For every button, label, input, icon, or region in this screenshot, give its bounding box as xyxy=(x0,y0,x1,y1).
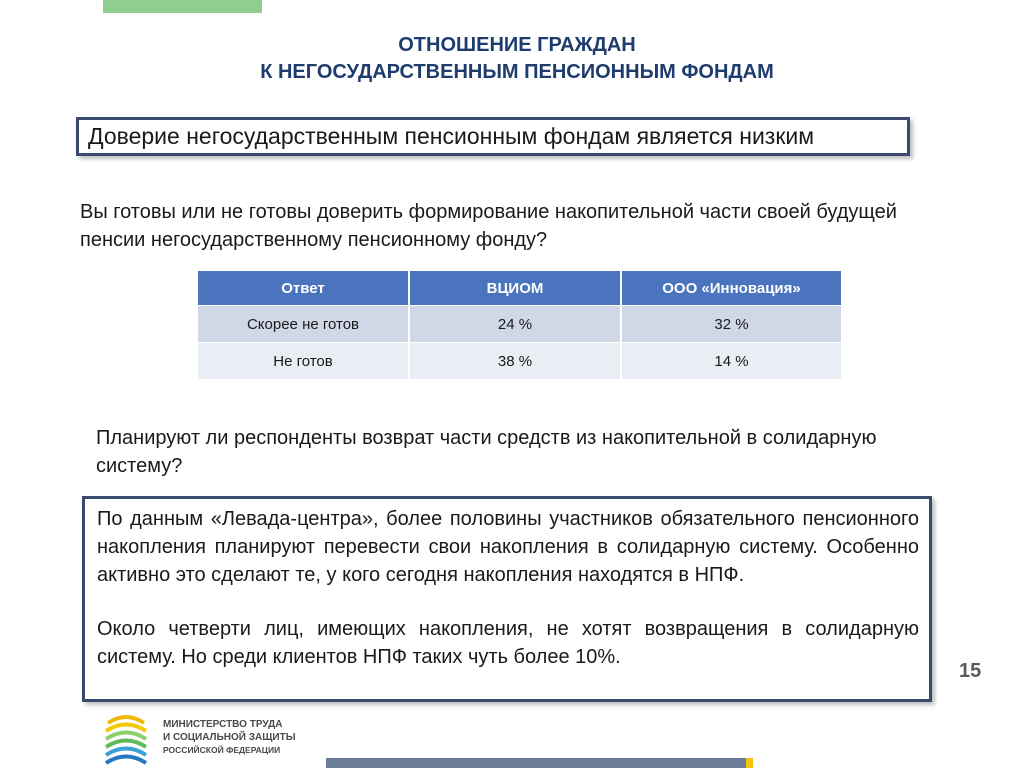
survey-question-1: Вы готовы или не готовы доверить формирование накопительной части своей будущей пенсии негосударственному пенсионному фонду? xyxy=(80,201,897,251)
bottom-accent xyxy=(746,758,753,768)
table-row xyxy=(198,343,841,380)
cell-answer: Скорее не готов xyxy=(198,306,409,343)
header-innovation: ООО «Инновация» xyxy=(621,271,841,306)
table-row xyxy=(198,306,841,343)
ministry-name xyxy=(163,718,296,757)
levada-findings-box xyxy=(82,496,932,702)
slide-title-line2: К НЕГОСУДАРСТВЕННЫМ ПЕНСИОННЫМ ФОНДАМ xyxy=(260,61,774,83)
cell-vciom: 38 % xyxy=(409,343,621,380)
top-accent-bar xyxy=(103,0,262,13)
ministry-sunrise-logo-icon xyxy=(104,713,148,765)
cell-vciom: 24 % xyxy=(409,306,621,343)
page-number: 15 xyxy=(959,660,982,682)
findings-paragraph-2: Около четверти лиц, имеющих накопления, не хотят возвращения в солидарную систему. Но среди клиентов НПФ таких чуть более 10%. xyxy=(97,618,919,668)
survey-results-table xyxy=(198,271,841,379)
ministry-line-3: РОССИЙСКОЙ ФЕДЕРАЦИИ xyxy=(163,745,281,755)
header-answer: Ответ xyxy=(198,271,409,306)
survey-question-2: Планируют ли респонденты возврат части средств из накопительной в солидарную систему? xyxy=(96,427,877,477)
cell-innovation: 14 % xyxy=(621,343,841,380)
table-header-row xyxy=(198,271,841,306)
findings-paragraph-1: По данным «Левада-центра», более половины участников обязательного пенсионного накопления планируют перевести свои накопления в солидарную систему. Особенно активно это сделают те, у кого сегодня накопления находятся в НПФ. xyxy=(97,508,919,586)
bottom-bar xyxy=(326,758,746,768)
ministry-line-1: МИНИСТЕРСТВО ТРУДА xyxy=(163,719,283,730)
ministry-line-2: И СОЦИАЛЬНОЙ ЗАЩИТЫ xyxy=(163,732,296,743)
key-finding-box: Доверие негосударственным пенсионным фондам является низким xyxy=(76,117,910,156)
cell-innovation: 32 % xyxy=(621,306,841,343)
header-vciom: ВЦИОМ xyxy=(409,271,621,306)
slide-title-line1: ОТНОШЕНИЕ ГРАЖДАН xyxy=(398,34,636,56)
cell-answer: Не готов xyxy=(198,343,409,380)
